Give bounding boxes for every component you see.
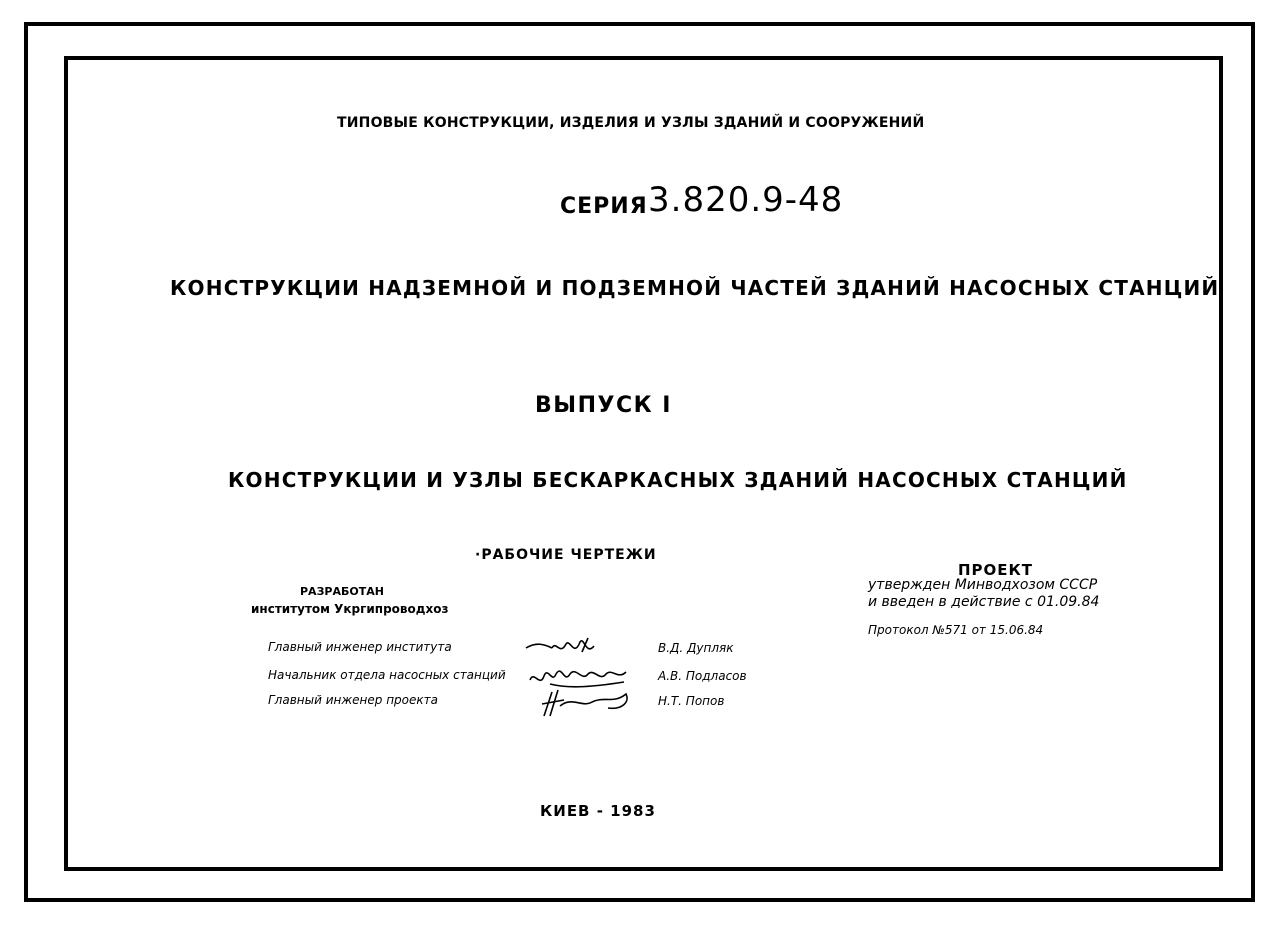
header-text: ТИПОВЫЕ КОНСТРУКЦИИ, ИЗДЕЛИЯ И УЗЛЫ ЗДАНИЙ И СООРУЖЕНИЙ <box>337 115 925 131</box>
signatory-role-2: Начальник отдела насосных станций <box>268 668 506 682</box>
approval-line-1: утвержден Минводхозом СССР <box>868 577 1098 593</box>
protocol-line: Протокол №571 от 15.06.84 <box>868 623 1044 637</box>
inner-frame <box>64 56 1223 871</box>
sub-title: КОНСТРУКЦИИ И УЗЛЫ БЕСКАРКАСНЫХ ЗДАНИЙ НАСОСНЫХ СТАНЦИЙ <box>228 468 1128 492</box>
series-number: 3.820.9-48 <box>648 180 844 220</box>
series-label: СЕРИЯ <box>560 194 648 219</box>
signature-1 <box>522 634 602 662</box>
signatory-name-1: В.Д. Дупляк <box>658 641 734 655</box>
project-label: ПРОЕКТ <box>958 561 1034 579</box>
signatory-name-2: А.В. Подласов <box>658 669 747 683</box>
signature-3 <box>538 686 634 720</box>
city-year: КИЕВ - 1983 <box>540 802 656 820</box>
issue-label: ВЫПУСК I <box>535 393 672 418</box>
approval-line-2: и введен в действие с 01.09.84 <box>868 594 1100 610</box>
main-title: КОНСТРУКЦИИ НАДЗЕМНОЙ И ПОДЗЕМНОЙ ЧАСТЕЙ ЗДАНИЙ НАСОСНЫХ СТАНЦИЙ <box>170 276 1220 300</box>
signatory-name-3: Н.Т. Попов <box>658 694 725 708</box>
signatory-role-1: Главный инженер института <box>268 640 452 654</box>
developer-institute: институтом Укргипроводхоз <box>251 602 449 616</box>
drawings-label: ·РАБОЧИЕ ЧЕРТЕЖИ <box>475 547 657 563</box>
developer-label: РАЗРАБОТАН <box>300 585 384 598</box>
signatory-role-3: Главный инженер проекта <box>268 693 438 707</box>
